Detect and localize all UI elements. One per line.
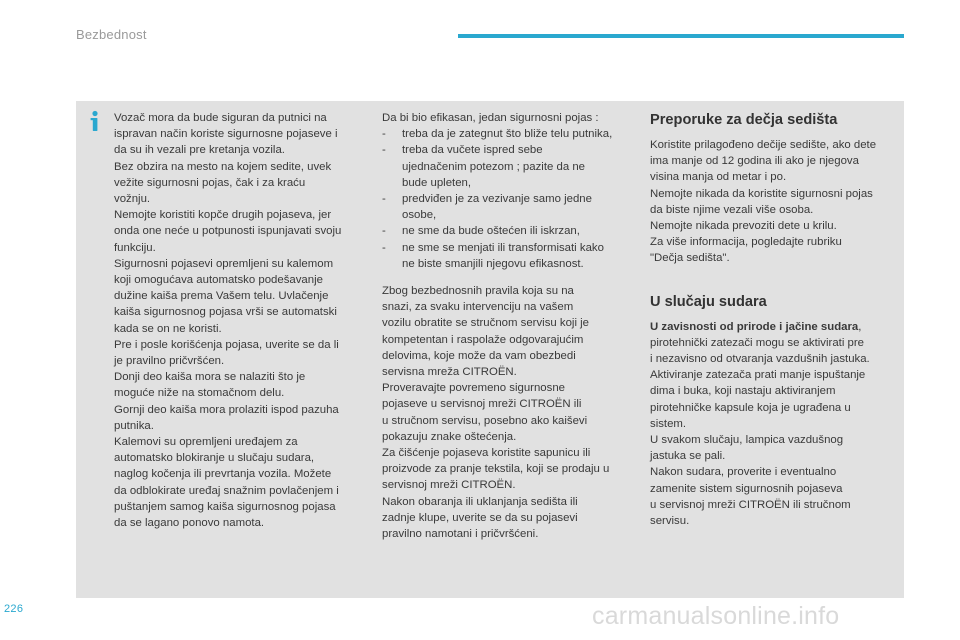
text-line: Nemojte koristiti kopče drugih pojaseva, jer — [114, 209, 332, 222]
text-line: dima i buka, koji nastaju aktiviranjem — [650, 385, 836, 398]
text-line: Nemojte nikada prevoziti dete u krilu. — [650, 220, 837, 233]
text-line: bude upleten, — [402, 176, 472, 189]
text-line: Aktiviranje zatezača prati manje ispuštanje — [650, 369, 866, 382]
text-line: zadnje klupe, uverite se da su pojasevi — [382, 511, 578, 524]
text-line: moguće niže na stomačnom delu. — [114, 387, 285, 400]
text-line: Nakon sudara, proverite i eventualno — [650, 466, 837, 479]
text-line: vežite sigurnosni pojas, čak i za kraću — [114, 176, 306, 189]
text-line: servisna mreža CITROËN. — [382, 366, 517, 379]
child-seat-text — [650, 137, 902, 267]
text-line: pojaseve u servisnoj mreži CITROËN ili — [382, 398, 582, 411]
recommendations-column — [650, 110, 902, 529]
text-line: u servisnoj mreži CITROËN ili stručnom — [650, 498, 851, 511]
text-line: ne biste smanjili njegovu efikasnost. — [402, 257, 584, 270]
text-line: Zbog bezbednosnih pravila koja su na — [382, 285, 574, 298]
text-line: pirotehničke kapsule koja je ugrađena u — [650, 401, 851, 414]
info-note-column — [114, 110, 360, 531]
text-line: funkciju. — [114, 241, 156, 254]
text-line: Za više informacija, pogledajte rubriku — [650, 236, 842, 249]
text-line: kada se on ne koristi. — [114, 322, 222, 335]
text-line: treba da je zategnut što bliže telu putnika, — [402, 128, 613, 141]
text-line: i nezavisno od otvaranja vazdušnih jastuka. — [650, 353, 870, 366]
text-line: pokazuju znake oštećenja. — [382, 430, 517, 443]
text-line: ne sme se menjati ili transformisati kako — [402, 241, 604, 254]
belt-maintenance-text — [382, 283, 634, 542]
text-line: Gornji deo kaiša mora prolaziti ispod pazuha — [114, 403, 339, 416]
text-line: kompetentan i raspolaže odgovarajućim — [382, 333, 584, 346]
info-icon — [86, 110, 104, 132]
text-line: servisnoj mreži CITROËN. — [382, 479, 516, 492]
text-line: Pre i posle korišćenja pojasa, uverite se da li — [114, 338, 339, 351]
text-line: koji omogućava automatsko podešavanje — [114, 274, 323, 287]
watermark: carmanualsonline.info — [592, 602, 840, 630]
text-line: pirotehnički zatezači mogu se aktivirati pre — [650, 336, 864, 349]
text-line: jastuka se pali. — [650, 450, 726, 463]
list-dash: - — [382, 144, 386, 157]
text-line: servisu. — [650, 515, 690, 528]
list-dash: - — [382, 225, 386, 238]
text-line: ne sme da bude oštećen ili iskrzan, — [402, 225, 580, 238]
text-line: Vozač mora da bude siguran da putnici na — [114, 112, 327, 124]
text-line: predviđen je za vezivanje samo jedne — [402, 193, 592, 206]
text-line: delovima, koje može da vam obezbedi — [382, 349, 576, 362]
text-line: dužine kaiša prema Vašem telu. Uvlačenje — [114, 290, 329, 303]
list-item — [382, 223, 634, 239]
text-line: u stručnom servisu, posebno ako kaiševi — [382, 414, 588, 427]
text-line: je pravilno pričvršćen. — [114, 355, 225, 368]
text-line: vozilu obratite se stručnom servisu koji je — [382, 317, 590, 330]
text-line: naglog kočenja ili prevrtanja vozila. Možete — [114, 468, 332, 481]
text-line: Bez obzira na mesto na kojem sedite, uvek — [114, 160, 332, 173]
belt-intro: Da bi bio efikasan, jedan sigurnosni pojas : — [382, 112, 599, 124]
page-number: 226 — [4, 603, 24, 615]
text-line: Kalemovi su opremljeni uređajem za — [114, 436, 298, 449]
text-line: da odblokirate uređaj snažnim povlačenjem i — [114, 484, 339, 497]
text-line: treba da vučete ispred sebe — [402, 144, 543, 157]
text-line: vožnju. — [114, 193, 151, 206]
text-line: osobe, — [402, 209, 437, 222]
text-line: snazi, za svaku intervenciju na vašem — [382, 301, 574, 314]
list-item — [382, 142, 634, 191]
text-line: visina manja od metar i po. — [650, 171, 787, 184]
list-item — [382, 191, 634, 223]
text-line: pravilno namotani i pričvršćeni. — [382, 528, 539, 541]
text-line: Nemojte nikada da koristite sigurnosni pojas — [650, 187, 873, 200]
text-line: Nakon obaranja ili uklanjanja sedišta ili — [382, 495, 578, 508]
text-line: Proveravajte povremeno sigurnosne — [382, 382, 565, 395]
text-line: proizvode za pranje tekstila, koji se prodaju u — [382, 463, 610, 476]
section-title: Bezbednost — [76, 27, 147, 42]
collision-lead: U zavisnosti od prirode i jačine sudara, — [650, 320, 862, 333]
text-line: automatsko blokiranje u slučaju sudara, — [114, 452, 315, 465]
text-line: Donji deo kaiša mora se nalaziti što je — [114, 371, 306, 384]
text-line: da biste njime vezali više osoba. — [650, 203, 814, 216]
collision-heading: U slučaju sudara — [650, 293, 767, 310]
text-line: putnika. — [114, 419, 154, 432]
list-dash: - — [382, 128, 386, 141]
text-line: "Dečja sedišta". — [650, 252, 730, 265]
text-line: kaiša sigurnosnog pojasa vrši se automatski — [114, 306, 337, 319]
text-line: da se lagano ponovo namota. — [114, 517, 265, 530]
text-line: Sigurnosni pojasevi opremljeni su kalemom — [114, 257, 334, 270]
text-line: U svakom slučaju, lampica vazdušnog — [650, 434, 844, 447]
text-line: da su ih vezali pre kretanja vozila. — [114, 144, 285, 157]
seat-belt-column — [382, 110, 634, 542]
text-line: puštanjem samog kaiša sigurnosnog pojasa — [114, 500, 336, 513]
header-accent-bar — [458, 34, 904, 38]
text-line: zamenite sistem sigurnosnih pojaseva — [650, 482, 843, 495]
belt-requirements-list — [382, 126, 634, 272]
child-seat-heading: Preporuke za dečja sedišta — [650, 112, 838, 128]
collision-text — [650, 335, 902, 529]
list-item — [382, 126, 634, 142]
text-line: ujednačenim potezom ; pazite da ne — [402, 160, 586, 173]
list-item — [382, 240, 634, 272]
text-line: onda one neće u potpunosti ispunjavati svoju — [114, 225, 342, 238]
text-line: Koristite prilagođeno dečije sedište, ako dete — [650, 139, 877, 151]
text-line: sistem. — [650, 417, 687, 430]
text-line: Za čišćenje pojaseva koristite sapunicu ili — [382, 447, 591, 460]
text-line: ima manje od 12 godina ili ako je njegova — [650, 155, 859, 168]
text-line: ispravan način koriste sigurnosne pojaseve i — [114, 128, 338, 141]
list-dash: - — [382, 193, 386, 206]
list-dash: - — [382, 241, 386, 254]
